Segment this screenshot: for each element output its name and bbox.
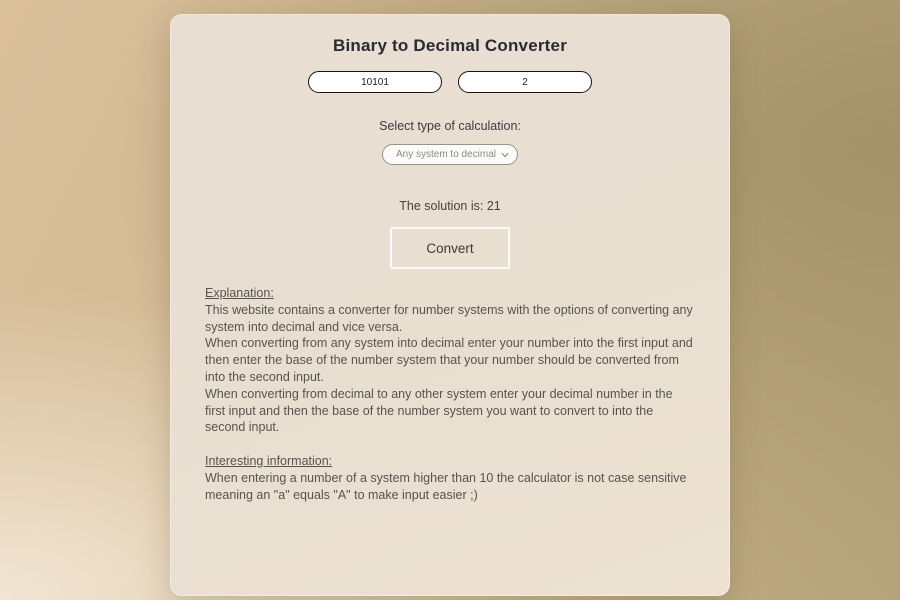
- interesting-info-heading: Interesting information:: [205, 454, 333, 469]
- inputs-row: [170, 71, 730, 93]
- converter-card: [170, 14, 730, 596]
- base-input[interactable]: [458, 71, 592, 93]
- convert-button[interactable]: Convert: [390, 227, 510, 269]
- calculation-type-select[interactable]: [382, 144, 518, 165]
- page-title: Binary to Decimal Converter: [332, 36, 568, 55]
- solution-value: 21: [486, 199, 501, 213]
- explanation-heading: Explanation:: [205, 286, 274, 300]
- calculation-type-select-wrap: [382, 144, 518, 165]
- solution-text: [170, 199, 730, 213]
- calculation-type-label: Select type of calculation:: [379, 119, 521, 133]
- solution-label: The solution is:: [399, 199, 484, 213]
- number-input[interactable]: [308, 71, 442, 93]
- interesting-info-section: [170, 453, 730, 503]
- explanation-section: [170, 285, 730, 436]
- explanation-line: This website contains a converter for number systems with the options of converting any system into decimal and vice versa.: [205, 302, 693, 334]
- interesting-info-line: When entering a number of a system higher than 10 the calculator is not case sensitive meaning an "a" equals "A" to make input easier ;): [205, 470, 687, 502]
- explanation-line: When converting from any system into decimal enter your number into the first input and then enter the base of the number system that your number should be converted from into the second input.: [205, 336, 693, 384]
- explanation-line: When converting from decimal to any other system enter your decimal number in the first input and then the base of the number system you want to convert to into the second input.: [205, 386, 673, 435]
